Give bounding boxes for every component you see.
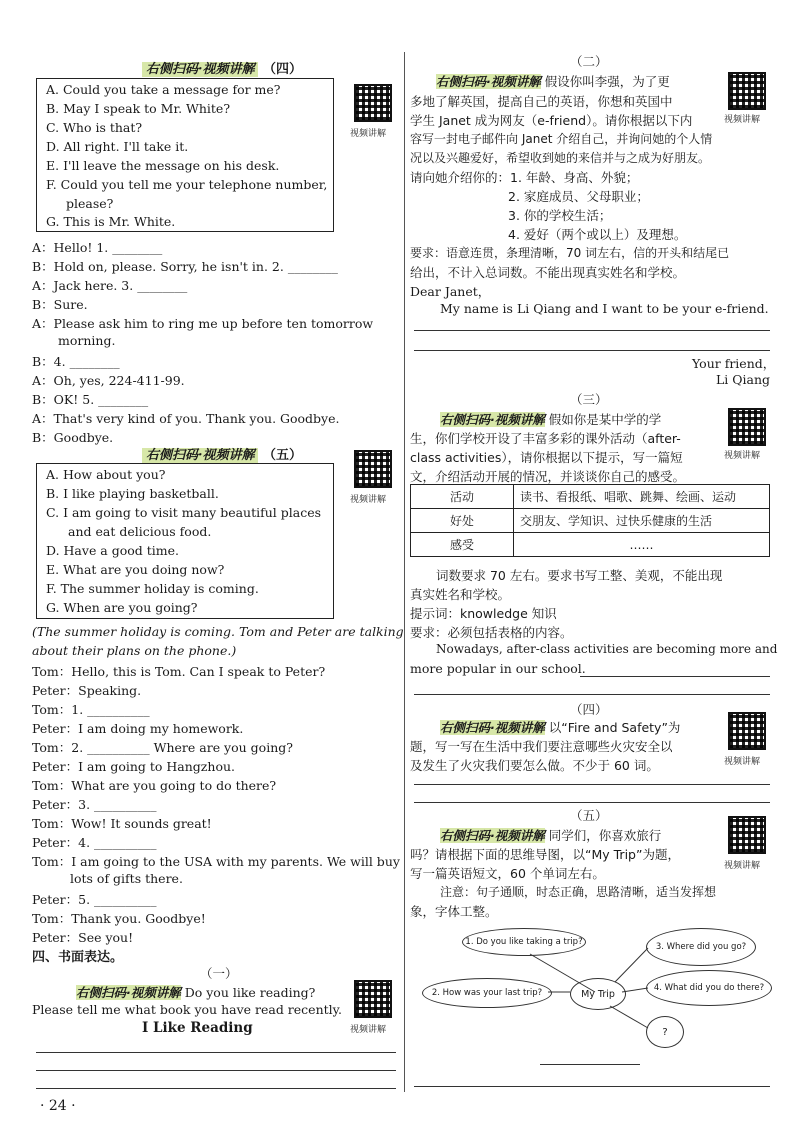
table-row bbox=[411, 509, 770, 533]
mind-map-node: 4. What did you do there? bbox=[646, 970, 772, 1006]
prompt-line: 同学们，你喜欢旅行 bbox=[544, 828, 662, 843]
writing-line[interactable] bbox=[580, 676, 770, 677]
section-header-4 bbox=[112, 58, 332, 77]
prompt-line: 多地了解英国，提高自己的英语，你想和英国中 bbox=[410, 94, 673, 109]
mind-map-center: My Trip bbox=[570, 978, 626, 1010]
qr-caption: 视频讲解 bbox=[724, 451, 761, 461]
option: G. When are you going? bbox=[46, 600, 198, 615]
option: A. Could you take a message for me? bbox=[46, 82, 281, 97]
dialog-line: Tom：Hello, this is Tom. Can I speak to Peter? bbox=[32, 664, 326, 679]
writing-line[interactable] bbox=[36, 1052, 396, 1053]
connector bbox=[615, 948, 648, 982]
intro-line: about their plans on the phone.) bbox=[32, 643, 237, 658]
prompt-line: 况以及兴趣爱好，希望收到她的来信并与之成为好朋友。 bbox=[410, 151, 711, 165]
option: G. This is Mr. White. bbox=[46, 214, 176, 229]
dialog-line: B：Goodbye. bbox=[32, 430, 114, 445]
requirement: 要求：必须包括表格的内容。 bbox=[410, 625, 573, 640]
section-number: （二） bbox=[570, 54, 608, 69]
section-heading-writing: 四、书面表达。 bbox=[32, 950, 124, 965]
page-number: · 24 · bbox=[40, 1098, 76, 1114]
dialog-line: Peter：I am doing my homework. bbox=[32, 721, 244, 736]
essay-start: more popular in our school. bbox=[410, 661, 586, 676]
table-cell: 感受 bbox=[411, 533, 514, 557]
requirement: 真实姓名和学校。 bbox=[410, 587, 511, 602]
prompt-line: class activities），请你根据以下提示，写一篇短 bbox=[410, 450, 683, 465]
section-number: （五） bbox=[570, 808, 608, 823]
prompt-text bbox=[440, 718, 680, 736]
requirement: 要求：语意连贯，条理清晰，70 词左右，信的开头和结尾已 bbox=[410, 246, 730, 260]
dialog-line: B：OK! 5. ________ bbox=[32, 392, 149, 407]
qr-caption: 视频讲解 bbox=[724, 757, 761, 767]
prompt-text: Please tell me what book you have read recently. bbox=[32, 1002, 343, 1017]
prompt-line: 注意：句子通顺，时态正确，思路清晰，适当发挥想 bbox=[440, 885, 717, 899]
table-row bbox=[411, 533, 770, 557]
option: F. The summer holiday is coming. bbox=[46, 581, 259, 596]
dialog-line: Tom：Thank you. Goodbye! bbox=[32, 911, 206, 926]
table-cell: 活动 bbox=[411, 485, 514, 509]
option: B. May I speak to Mr. White? bbox=[46, 101, 231, 116]
writing-line[interactable] bbox=[36, 1070, 396, 1071]
writing-line[interactable] bbox=[414, 350, 770, 351]
dialog-line: Peter：Speaking. bbox=[32, 683, 142, 698]
table-cell: 交朋友、学知识、过快乐健康的生活 bbox=[514, 509, 770, 533]
requirement: 给出，不计入总词数。不能出现真实姓名和学校。 bbox=[410, 265, 686, 280]
qr-caption: 视频讲解 bbox=[350, 129, 387, 139]
activity-table bbox=[410, 484, 770, 557]
prompt-line: 学生 Janet 成为网友（e-friend）。请你根据以下内 bbox=[410, 113, 693, 128]
qr-code-icon[interactable] bbox=[354, 450, 392, 488]
dialog-line: Tom：Wow! It sounds great! bbox=[32, 816, 212, 831]
mind-map-node: 1. Do you like taking a trip? bbox=[462, 928, 586, 956]
writing-line[interactable] bbox=[414, 802, 770, 803]
connector bbox=[610, 1006, 648, 1028]
option: E. I'll leave the message on his desk. bbox=[46, 158, 280, 173]
section-number: （一） bbox=[200, 966, 238, 981]
dialog-line: Peter：4. __________ bbox=[32, 835, 157, 850]
video-hint: 右侧扫码·视频讲解 bbox=[440, 720, 545, 735]
letter-greeting: Dear Janet， bbox=[410, 284, 491, 299]
prompt-text bbox=[440, 410, 661, 428]
dialog-line: lots of gifts there. bbox=[70, 871, 183, 886]
video-hint: 右侧扫码·视频讲解 bbox=[440, 412, 545, 427]
letter-opening: My name is Li Qiang and I want to be your e-friend. bbox=[440, 301, 769, 316]
dialog-line: A：Jack here. 3. ________ bbox=[32, 278, 188, 293]
section-number: （四） bbox=[570, 702, 608, 717]
option: D. Have a good time. bbox=[46, 543, 180, 558]
option: E. What are you doing now? bbox=[46, 562, 225, 577]
qr-code-icon[interactable] bbox=[728, 72, 766, 110]
qr-code-icon[interactable] bbox=[728, 816, 766, 854]
video-hint: 右侧扫码·视频讲解 bbox=[440, 828, 545, 843]
dialog-line: Peter：I am going to Hangzhou. bbox=[32, 759, 235, 774]
letter-signature: Li Qiang bbox=[716, 372, 771, 387]
dialog-line: A：That's very kind of you. Thank you. Goodbye. bbox=[32, 411, 340, 426]
qr-caption: 视频讲解 bbox=[724, 115, 761, 125]
option: C. Who is that? bbox=[46, 120, 143, 135]
writing-line[interactable] bbox=[36, 1088, 396, 1089]
dialog-line: B：Sure. bbox=[32, 297, 88, 312]
table-cell: 好处 bbox=[411, 509, 514, 533]
qr-caption: 视频讲解 bbox=[350, 1025, 387, 1035]
prompt-point: 3. 你的学校生活； bbox=[508, 208, 612, 223]
prompt-text: Do you like reading? bbox=[180, 985, 316, 1000]
qr-code-icon[interactable] bbox=[728, 712, 766, 750]
writing-line[interactable] bbox=[414, 1086, 770, 1087]
mind-map-node: 3. Where did you go? bbox=[646, 928, 756, 966]
hint: 提示词：knowledge 知识 bbox=[410, 606, 557, 621]
connector bbox=[622, 988, 648, 992]
dialog-line: A：Oh, yes, 224-411-99. bbox=[32, 373, 185, 388]
option: D. All right. I'll take it. bbox=[46, 139, 189, 154]
video-hint: 右侧扫码·视频讲解 bbox=[142, 62, 259, 77]
dialog-line: Peter：See you! bbox=[32, 930, 134, 945]
dialog-line: A：Please ask him to ring me up before ten tomorrow bbox=[32, 316, 374, 331]
prompt-line: 题，写一写在生活中我们要注意哪些火灾安全以 bbox=[410, 739, 673, 754]
prompt-line: 及发生了火灾我们要怎么做。不少于 60 词。 bbox=[410, 758, 659, 773]
dialog-line: B：4. ________ bbox=[32, 354, 120, 369]
dialog-line: A：Hello! 1. ________ bbox=[32, 240, 163, 255]
writing-line[interactable] bbox=[540, 1064, 640, 1065]
option: B. I like playing basketball. bbox=[46, 486, 219, 501]
option: and eat delicious food. bbox=[68, 524, 212, 539]
essay-start: Nowadays, after-class activities are becoming more and bbox=[436, 642, 778, 656]
dialog-line: morning. bbox=[58, 333, 116, 348]
video-hint: 右侧扫码·视频讲解 bbox=[436, 74, 541, 89]
prompt-line: 吗？请根据下面的思维导图，以“My Trip”为题， bbox=[410, 847, 680, 862]
dialog-line: Peter：5. __________ bbox=[32, 892, 157, 907]
prompt-line: 文，介绍活动开展的情况，并谈谈你自己的感受。 bbox=[410, 469, 686, 484]
option: A. How about you? bbox=[46, 467, 166, 482]
prompt-point: 2. 家庭成员、父母职业； bbox=[508, 189, 649, 204]
prompt-line: 假如你是某中学的学 bbox=[544, 412, 662, 427]
video-hint: 右侧扫码·视频讲解 bbox=[142, 448, 259, 463]
section-number: （五） bbox=[263, 448, 303, 463]
writing-line[interactable] bbox=[414, 694, 770, 695]
letter-closing: Your friend， bbox=[692, 356, 776, 371]
dialog-line: Tom：What are you going to do there? bbox=[32, 778, 277, 793]
prompt-text bbox=[436, 72, 670, 90]
section-number: （四） bbox=[263, 62, 303, 77]
section-header-5 bbox=[112, 444, 332, 463]
section-number: （三） bbox=[570, 392, 608, 407]
video-hint: 右侧扫码·视频讲解 bbox=[76, 985, 181, 1000]
dialog-line: Tom：I am going to the USA with my parents. We will buy bbox=[32, 854, 400, 869]
writing-line[interactable] bbox=[414, 784, 770, 785]
qr-code-icon[interactable] bbox=[354, 84, 392, 122]
dialog-line: Tom：2. __________ Where are you going? bbox=[32, 740, 293, 755]
mind-map-node: 2. How was your last trip? bbox=[422, 978, 552, 1008]
option: F. Could you tell me your telephone number, bbox=[46, 177, 328, 192]
essay-title: I Like Reading bbox=[142, 1020, 253, 1036]
option: please? bbox=[66, 196, 114, 211]
prompt-line: 请向她介绍你的：1. 年龄、身高、外貌； bbox=[410, 170, 639, 185]
prompt-line: 象，字体工整。 bbox=[410, 904, 498, 919]
qr-code-icon[interactable] bbox=[354, 980, 392, 1018]
requirement: 词数要求 70 左右。要求书写工整、美观，不能出现 bbox=[436, 568, 723, 583]
writing-line[interactable] bbox=[414, 330, 770, 331]
mind-map-node: ? bbox=[646, 1016, 684, 1048]
prompt-line: 容写一封电子邮件向 Janet 介绍自己，并询问她的个人情 bbox=[410, 132, 713, 146]
table-cell: 读书、看报纸、唱歌、跳舞、绘画、运动 bbox=[514, 485, 770, 509]
prompt-line: 以“Fire and Safety”为 bbox=[544, 720, 681, 735]
prompt-line: 生，你们学校开设了丰富多彩的课外活动（after- bbox=[410, 431, 681, 446]
prompt-text bbox=[440, 826, 661, 844]
column-divider bbox=[404, 52, 405, 1092]
qr-caption: 视频讲解 bbox=[724, 861, 761, 871]
prompt-line: 写一篇英语短文，60 个单词左右。 bbox=[410, 866, 605, 881]
option: C. I am going to visit many beautiful places bbox=[46, 505, 322, 520]
prompt-line: 假设你叫李强，为了更 bbox=[540, 74, 670, 89]
writing-prompt bbox=[76, 983, 315, 1001]
prompt-point: 4. 爱好（两个或以上）及理想。 bbox=[508, 227, 687, 242]
qr-code-icon[interactable] bbox=[728, 408, 766, 446]
dialog-line: Peter：3. __________ bbox=[32, 797, 157, 812]
table-cell: …… bbox=[514, 533, 770, 557]
table-row bbox=[411, 485, 770, 509]
qr-caption: 视频讲解 bbox=[350, 495, 387, 505]
dialog-line: B：Hold on, please. Sorry, he isn't in. 2. ________ bbox=[32, 259, 338, 274]
intro-line: (The summer holiday is coming. Tom and Peter are talking bbox=[32, 624, 404, 639]
dialog-line: Tom：1. __________ bbox=[32, 702, 150, 717]
